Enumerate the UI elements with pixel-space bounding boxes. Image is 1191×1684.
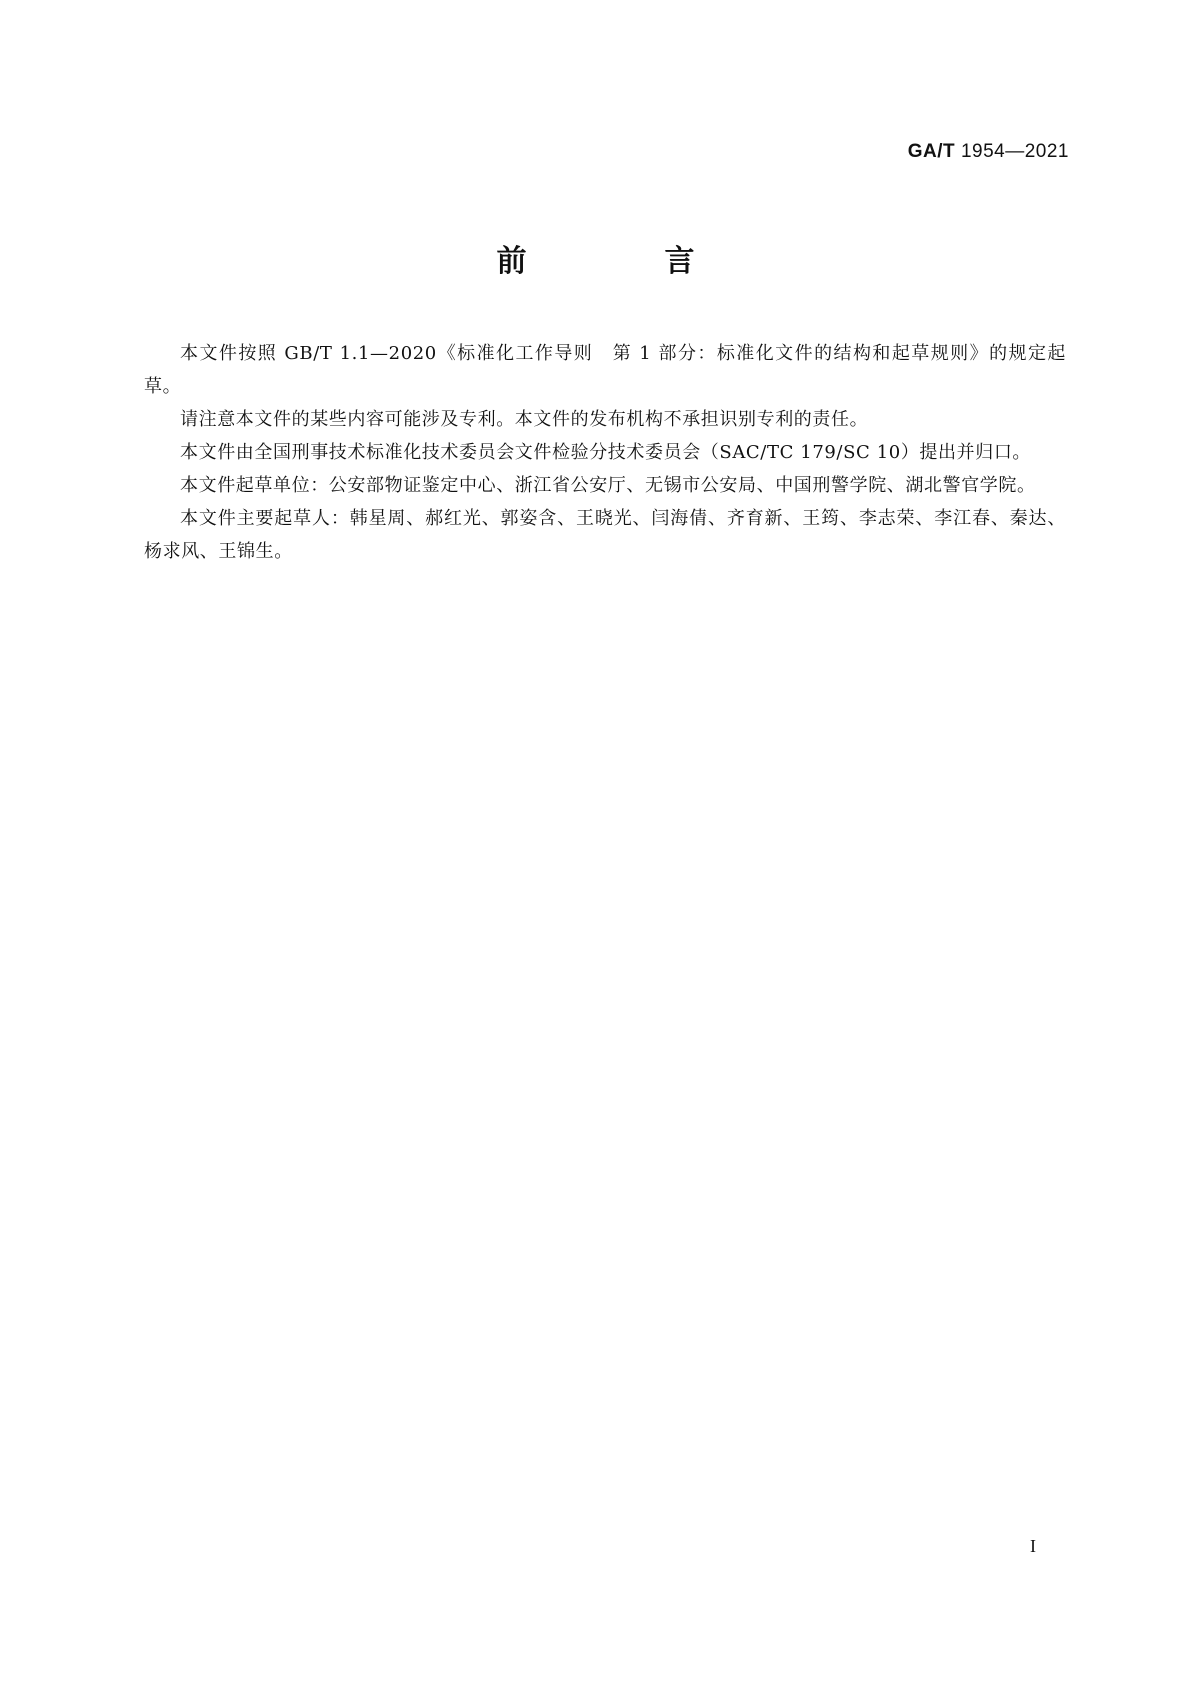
standard-org: GA/T <box>907 141 956 162</box>
paragraph-proposing-committee: 本文件由全国刑事技术标准化技术委员会文件检验分技术委员会（SAC/TC 179/SC 10）提出并归口。 <box>180 442 1032 463</box>
paragraph-patent-notice: 请注意本文件的某些内容可能涉及专利。本文件的发布机构不承担识别专利的责任。 <box>180 409 869 430</box>
page-number: I <box>1030 1536 1036 1556</box>
page-title: 前 言 <box>496 244 749 279</box>
standard-number: 1954—2021 <box>960 141 1069 162</box>
paragraph-drafting-rules: 本文件按照 GB/T 1.1—2020《标准化工作导则 第 1 部分：标准化文件的结构和起草规则》的规定起草。 <box>144 343 1066 397</box>
standard-code <box>908 141 1069 163</box>
foreword-body <box>144 337 1066 568</box>
paragraph-drafting-units: 本文件起草单位：公安部物证鉴定中心、浙江省公安厅、无锡市公安局、中国刑警学院、湖北警官学院。 <box>180 475 1036 496</box>
paragraph-drafters: 本文件主要起草人：韩星周、郝红光、郭姿含、王晓光、闫海倩、齐育新、王筠、李志荣、李江春、秦达、杨求风、王锦生。 <box>144 508 1066 562</box>
